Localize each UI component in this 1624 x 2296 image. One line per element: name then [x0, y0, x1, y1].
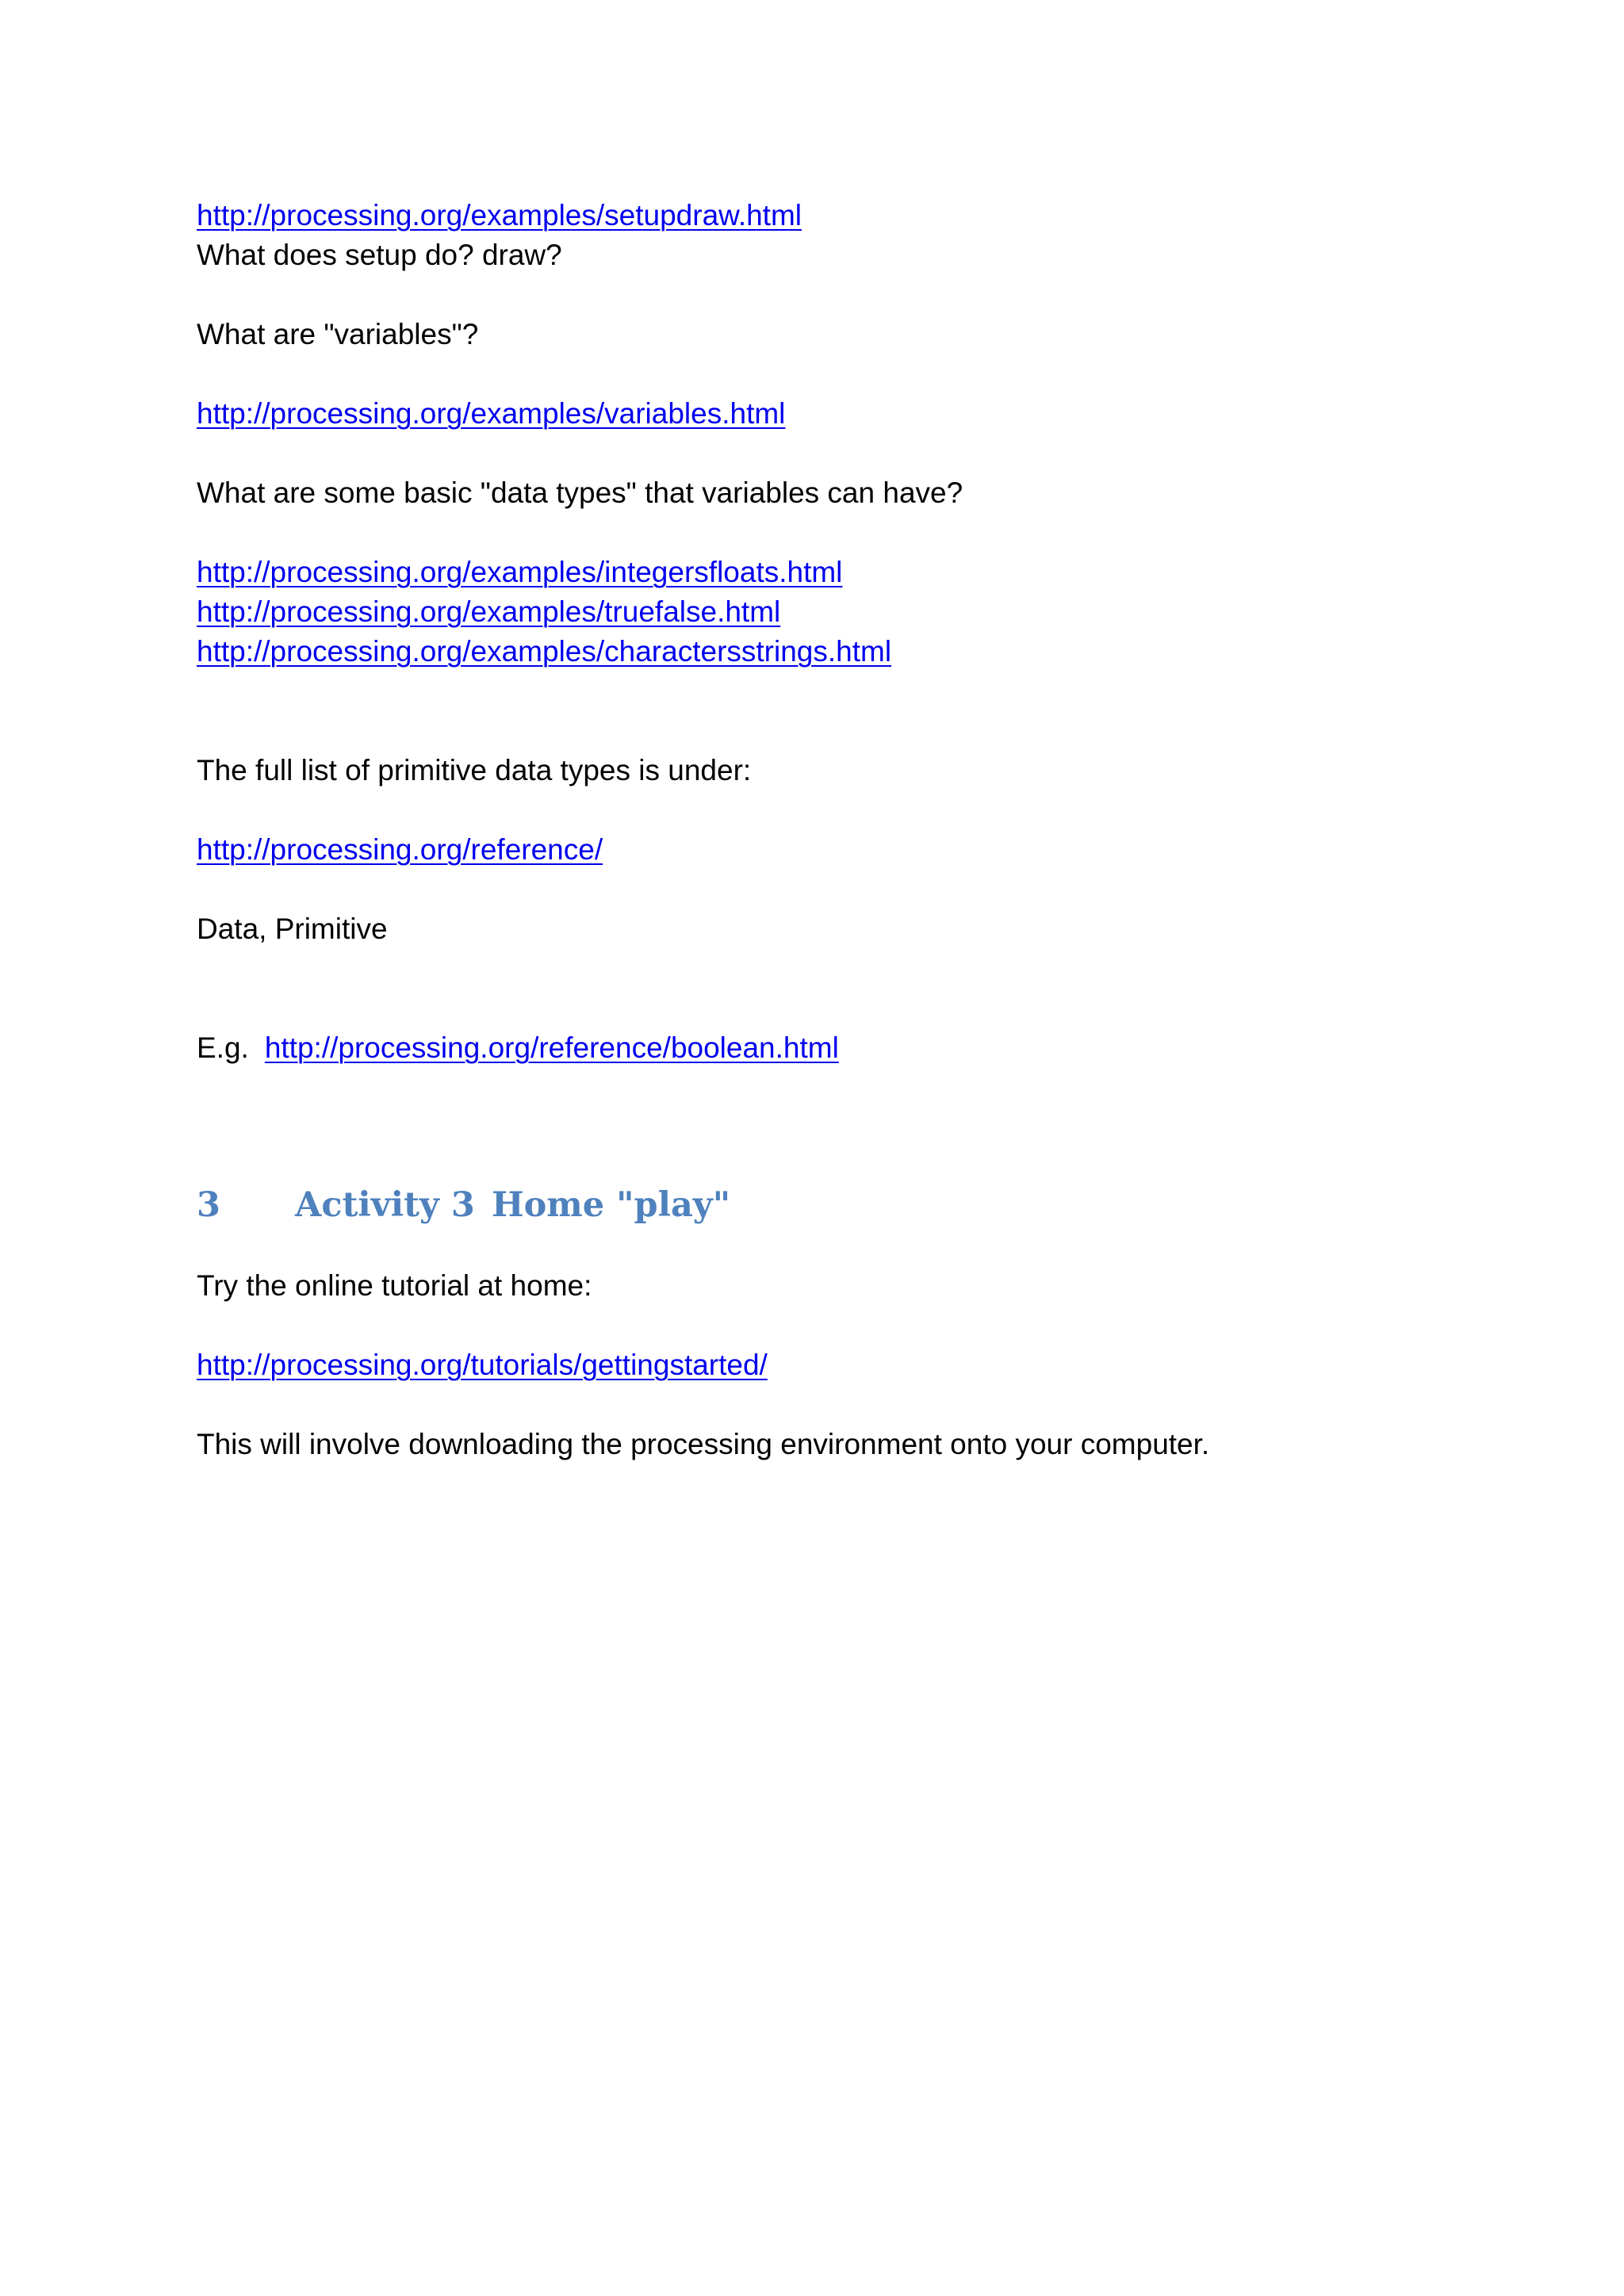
line-link-reference	[197, 830, 603, 870]
line-eg-boolean	[197, 1028, 839, 1068]
eg-prefix: E.g.	[197, 1031, 249, 1064]
link-charactersstrings[interactable]: http://processing.org/examples/charactersstrings.html	[197, 635, 892, 668]
section-number: 3	[197, 1185, 220, 1225]
line-link-setupdraw	[197, 196, 802, 235]
link-truefalse[interactable]: http://processing.org/examples/truefalse.html	[197, 595, 781, 628]
data-primitive-text: Data, Primitive	[197, 913, 388, 945]
link-tutorial[interactable]: http://processing.org/tutorials/gettingstarted/	[197, 1349, 768, 1381]
section-3-note: This will involve downloading the processing environment onto your computer.	[197, 1428, 1210, 1460]
line-link-tutorial	[197, 1345, 768, 1385]
link-boolean[interactable]: http://processing.org/reference/boolean.html	[264, 1031, 839, 1064]
section-title: Home "play"	[492, 1185, 731, 1225]
question-variables: What are "variables"?	[197, 318, 479, 350]
section-3-heading	[197, 1181, 730, 1229]
link-variables[interactable]: http://processing.org/examples/variables.html	[197, 397, 786, 430]
link-setupdraw[interactable]: http://processing.org/examples/setupdraw.html	[197, 199, 802, 232]
link-reference[interactable]: http://processing.org/reference/	[197, 833, 603, 866]
full-list-text: The full list of primitive data types is under:	[197, 754, 752, 786]
section-activity: Activity 3	[295, 1185, 475, 1225]
line-link-variables	[197, 394, 785, 434]
question-setup-draw: What does setup do? draw?	[197, 239, 562, 271]
link-integersfloats[interactable]: http://processing.org/examples/integersfloats.html	[197, 556, 843, 588]
line-link-truefalse	[197, 592, 780, 632]
question-data-types: What are some basic "data types" that variables can have?	[197, 476, 963, 509]
section-3-intro: Try the online tutorial at home:	[197, 1269, 592, 1302]
line-link-charactersstrings	[197, 632, 891, 672]
line-link-integersfloats	[197, 553, 842, 592]
